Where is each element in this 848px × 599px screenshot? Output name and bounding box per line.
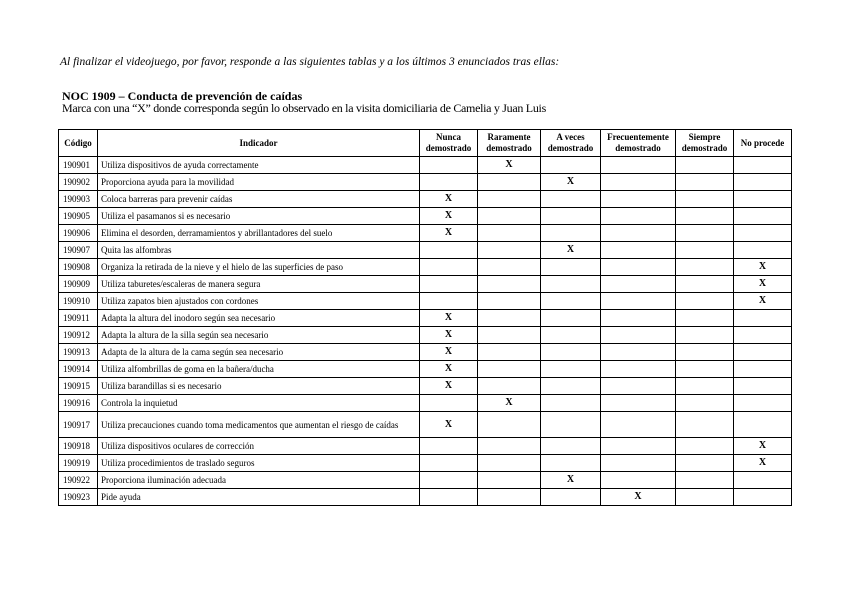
rating-cell[interactable] — [601, 225, 676, 242]
rating-cell-marked[interactable]: X — [601, 489, 676, 506]
table-row — [59, 438, 792, 455]
rating-cell-marked[interactable]: X — [420, 378, 478, 395]
row-indicator: Utiliza dispositivos oculares de corrección — [98, 438, 420, 455]
noc-subtitle: Marca con una “X” donde corresponda según lo observado en la visita domiciliaria de Camelia y Juan Luis — [62, 101, 546, 115]
rating-cell[interactable] — [541, 276, 601, 293]
rating-cell[interactable] — [734, 378, 792, 395]
row-indicator: Utiliza zapatos bien ajustados con cordones — [98, 293, 420, 310]
rating-cell[interactable] — [478, 344, 541, 361]
row-indicator: Utiliza taburetes/escaleras de manera segura — [98, 276, 420, 293]
rating-cell[interactable] — [420, 174, 478, 191]
rating-cell[interactable] — [541, 310, 601, 327]
rating-cell-marked[interactable]: X — [734, 276, 792, 293]
rating-cell[interactable] — [676, 276, 734, 293]
rating-cell-marked[interactable]: X — [541, 472, 601, 489]
noc-title: NOC 1909 – Conducta de prevención de caídas — [62, 89, 303, 103]
rating-cell[interactable] — [601, 242, 676, 259]
rating-cell[interactable] — [676, 472, 734, 489]
rating-cell[interactable] — [676, 174, 734, 191]
rating-cell[interactable] — [420, 242, 478, 259]
rating-cell[interactable] — [478, 455, 541, 472]
rating-cell[interactable] — [541, 327, 601, 344]
rating-cell[interactable] — [676, 344, 734, 361]
rating-cell[interactable] — [601, 378, 676, 395]
table-row — [59, 395, 792, 412]
rating-cell[interactable] — [478, 225, 541, 242]
row-indicator: Utiliza alfombrillas de goma en la bañera/ducha — [98, 361, 420, 378]
rating-cell[interactable] — [676, 438, 734, 455]
row-code: 190909 — [59, 276, 98, 293]
rating-cell[interactable] — [601, 395, 676, 412]
table-row — [59, 378, 792, 395]
rating-cell[interactable] — [601, 327, 676, 344]
rating-cell-marked[interactable]: X — [420, 344, 478, 361]
table-row — [59, 327, 792, 344]
rating-cell[interactable] — [676, 412, 734, 438]
rating-cell-marked[interactable]: X — [478, 157, 541, 174]
row-indicator: Utiliza barandillas si es necesario — [98, 378, 420, 395]
table-row — [59, 276, 792, 293]
rating-cell[interactable] — [478, 438, 541, 455]
rating-cell[interactable] — [601, 344, 676, 361]
rating-cell[interactable] — [601, 259, 676, 276]
rating-cell[interactable] — [734, 191, 792, 208]
table-row — [59, 174, 792, 191]
header-a-veces: A veces demostrado — [541, 130, 601, 157]
row-code: 190916 — [59, 395, 98, 412]
rating-cell[interactable] — [478, 489, 541, 506]
header-no-procede: No procede — [734, 130, 792, 157]
row-code: 190915 — [59, 378, 98, 395]
rating-cell[interactable] — [541, 191, 601, 208]
row-code: 190917 — [59, 412, 98, 438]
rating-cell[interactable] — [420, 157, 478, 174]
row-code: 190919 — [59, 455, 98, 472]
rating-cell[interactable] — [541, 412, 601, 438]
rating-cell[interactable] — [478, 191, 541, 208]
table-row — [59, 242, 792, 259]
noc-table — [58, 129, 792, 506]
header-codigo: Código — [59, 130, 98, 157]
rating-cell[interactable] — [541, 438, 601, 455]
rating-cell-marked[interactable]: X — [420, 310, 478, 327]
table-row — [59, 157, 792, 174]
rating-cell[interactable] — [420, 455, 478, 472]
row-indicator: Adapta de la altura de la cama según sea necesario — [98, 344, 420, 361]
rating-cell[interactable] — [676, 157, 734, 174]
rating-cell[interactable] — [420, 489, 478, 506]
rating-cell-marked[interactable]: X — [541, 242, 601, 259]
rating-cell[interactable] — [601, 293, 676, 310]
rating-cell[interactable] — [601, 174, 676, 191]
rating-cell[interactable] — [541, 395, 601, 412]
header-nunca: Nunca demostrado — [420, 130, 478, 157]
rating-cell-marked[interactable]: X — [734, 293, 792, 310]
rating-cell[interactable] — [601, 438, 676, 455]
rating-cell[interactable] — [734, 395, 792, 412]
rating-cell[interactable] — [478, 361, 541, 378]
rating-cell[interactable] — [420, 395, 478, 412]
row-indicator: Adapta la altura del inodoro según sea necesario — [98, 310, 420, 327]
rating-cell[interactable] — [676, 293, 734, 310]
rating-cell[interactable] — [734, 225, 792, 242]
rating-cell[interactable] — [734, 208, 792, 225]
rating-cell-marked[interactable]: X — [478, 395, 541, 412]
table-row — [59, 259, 792, 276]
rating-cell[interactable] — [478, 327, 541, 344]
rating-cell[interactable] — [601, 455, 676, 472]
row-indicator: Utiliza el pasamanos si es necesario — [98, 208, 420, 225]
table-row — [59, 225, 792, 242]
table-row — [59, 310, 792, 327]
rating-cell-marked[interactable]: X — [541, 174, 601, 191]
rating-cell[interactable] — [676, 225, 734, 242]
rating-cell[interactable] — [601, 310, 676, 327]
row-indicator: Adapta la altura de la silla según sea necesario — [98, 327, 420, 344]
header-frecuentemente: Frecuentemente demostrado — [601, 130, 676, 157]
row-code: 190902 — [59, 174, 98, 191]
rating-cell[interactable] — [478, 259, 541, 276]
rating-cell-marked[interactable]: X — [420, 361, 478, 378]
rating-cell-marked[interactable]: X — [734, 259, 792, 276]
rating-cell[interactable] — [676, 378, 734, 395]
rating-cell[interactable] — [676, 208, 734, 225]
rating-cell[interactable] — [734, 344, 792, 361]
rating-cell[interactable] — [420, 259, 478, 276]
rating-cell[interactable] — [478, 472, 541, 489]
table-row — [59, 293, 792, 310]
rating-cell-marked[interactable]: X — [420, 412, 478, 438]
table-row — [59, 208, 792, 225]
table-row — [59, 455, 792, 472]
row-code: 190905 — [59, 208, 98, 225]
rating-cell[interactable] — [734, 310, 792, 327]
rating-cell[interactable] — [420, 293, 478, 310]
rating-cell[interactable] — [601, 361, 676, 378]
rating-cell[interactable] — [478, 208, 541, 225]
rating-cell[interactable] — [601, 412, 676, 438]
table-row — [59, 191, 792, 208]
row-indicator: Organiza la retirada de la nieve y el hielo de las superficies de paso — [98, 259, 420, 276]
rating-cell-marked[interactable]: X — [420, 327, 478, 344]
rating-cell[interactable] — [601, 472, 676, 489]
rating-cell[interactable] — [541, 378, 601, 395]
rating-cell[interactable] — [734, 412, 792, 438]
row-indicator: Utiliza procedimientos de traslado seguros — [98, 455, 420, 472]
row-code: 190914 — [59, 361, 98, 378]
rating-cell-marked[interactable]: X — [420, 191, 478, 208]
row-indicator: Quita las alfombras — [98, 242, 420, 259]
rating-cell[interactable] — [601, 208, 676, 225]
rating-cell-marked[interactable]: X — [420, 225, 478, 242]
rating-cell[interactable] — [676, 242, 734, 259]
rating-cell-marked[interactable]: X — [420, 208, 478, 225]
rating-cell[interactable] — [676, 361, 734, 378]
instructions-text: Al finalizar el videojuego, por favor, responde a las siguientes tablas y a los últimos 3 enunciados tras ellas: — [60, 56, 560, 68]
table-row — [59, 489, 792, 506]
rating-cell[interactable] — [478, 242, 541, 259]
rating-cell[interactable] — [676, 489, 734, 506]
rating-cell[interactable] — [541, 344, 601, 361]
row-indicator: Pide ayuda — [98, 489, 420, 506]
rating-cell[interactable] — [541, 361, 601, 378]
row-code: 190922 — [59, 472, 98, 489]
rating-cell[interactable] — [601, 276, 676, 293]
row-indicator: Utiliza dispositivos de ayuda correctamente — [98, 157, 420, 174]
row-code: 190913 — [59, 344, 98, 361]
rating-cell[interactable] — [601, 191, 676, 208]
rating-cell-marked[interactable]: X — [734, 455, 792, 472]
header-raramente: Raramente demostrado — [478, 130, 541, 157]
table-row — [59, 472, 792, 489]
rating-cell[interactable] — [478, 276, 541, 293]
rating-cell[interactable] — [734, 361, 792, 378]
header-siempre: Siempre demostrado — [676, 130, 734, 157]
rating-cell[interactable] — [478, 293, 541, 310]
rating-cell[interactable] — [734, 489, 792, 506]
rating-cell[interactable] — [734, 157, 792, 174]
rating-cell[interactable] — [541, 489, 601, 506]
rating-cell[interactable] — [734, 242, 792, 259]
rating-cell[interactable] — [420, 472, 478, 489]
rating-cell[interactable] — [734, 174, 792, 191]
rating-cell[interactable] — [420, 276, 478, 293]
table-row — [59, 344, 792, 361]
row-indicator: Controla la inquietud — [98, 395, 420, 412]
rating-cell[interactable] — [676, 395, 734, 412]
table-row — [59, 412, 792, 438]
row-code: 190907 — [59, 242, 98, 259]
row-indicator: Coloca barreras para prevenir caídas — [98, 191, 420, 208]
table-header-row — [59, 130, 792, 157]
table-row — [59, 361, 792, 378]
row-indicator: Proporciona iluminación adecuada — [98, 472, 420, 489]
row-indicator: Elimina el desorden, derramamientos y abrillantadores del suelo — [98, 225, 420, 242]
rating-cell[interactable] — [478, 412, 541, 438]
rating-cell[interactable] — [541, 455, 601, 472]
rating-cell[interactable] — [734, 472, 792, 489]
rating-cell[interactable] — [541, 259, 601, 276]
row-indicator: Proporciona ayuda para la movilidad — [98, 174, 420, 191]
row-code: 190918 — [59, 438, 98, 455]
row-code: 190910 — [59, 293, 98, 310]
rating-cell[interactable] — [676, 327, 734, 344]
row-code: 190923 — [59, 489, 98, 506]
row-code: 190901 — [59, 157, 98, 174]
rating-cell-marked[interactable]: X — [734, 438, 792, 455]
row-code: 190911 — [59, 310, 98, 327]
row-code: 190908 — [59, 259, 98, 276]
rating-cell[interactable] — [478, 174, 541, 191]
rating-cell[interactable] — [541, 293, 601, 310]
rating-cell[interactable] — [541, 208, 601, 225]
row-code: 190912 — [59, 327, 98, 344]
rating-cell[interactable] — [420, 438, 478, 455]
rating-cell[interactable] — [734, 327, 792, 344]
rating-cell[interactable] — [676, 455, 734, 472]
rating-cell[interactable] — [541, 157, 601, 174]
row-indicator: Utiliza precauciones cuando toma medicamentos que aumentan el riesgo de caídas — [98, 412, 420, 438]
row-code: 190906 — [59, 225, 98, 242]
rating-cell[interactable] — [478, 310, 541, 327]
row-code: 190903 — [59, 191, 98, 208]
rating-cell[interactable] — [676, 259, 734, 276]
rating-cell[interactable] — [601, 157, 676, 174]
rating-cell[interactable] — [541, 225, 601, 242]
rating-cell[interactable] — [676, 310, 734, 327]
header-indicador: Indicador — [98, 130, 420, 157]
rating-cell[interactable] — [478, 378, 541, 395]
table-body — [59, 157, 792, 506]
rating-cell[interactable] — [676, 191, 734, 208]
